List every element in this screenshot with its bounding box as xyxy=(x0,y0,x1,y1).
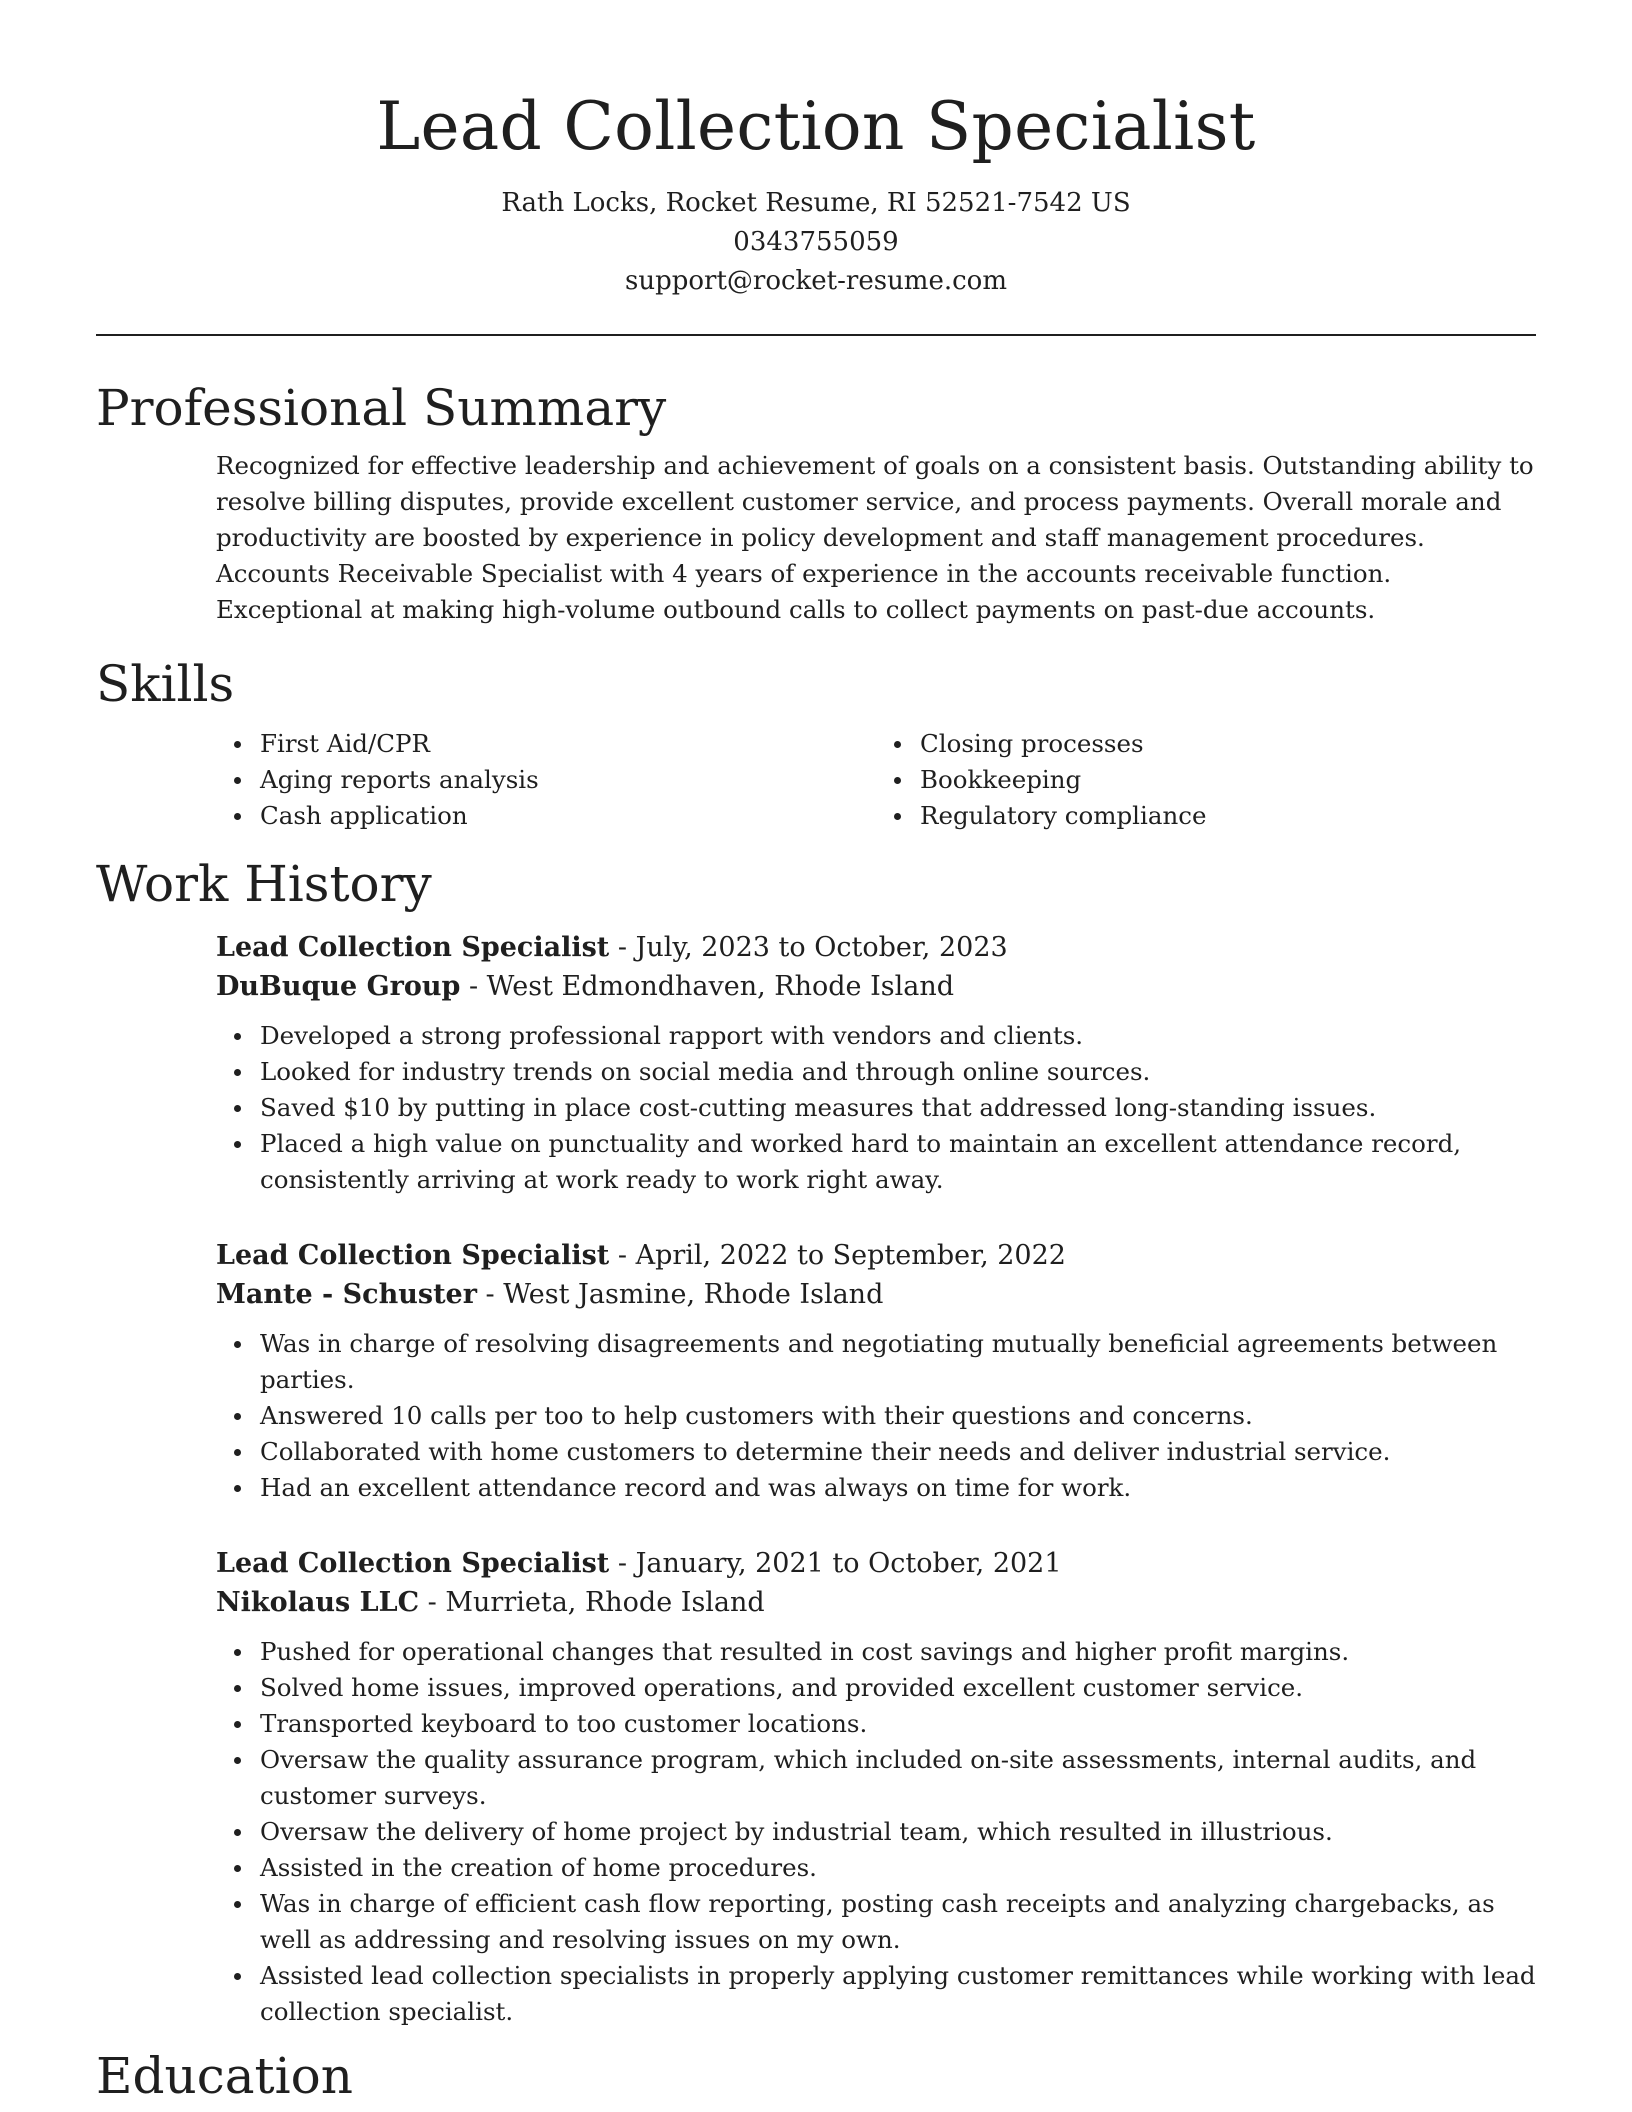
job-company-line xyxy=(216,1583,1536,1622)
job-bullet: Assisted in the creation of home procedures. xyxy=(260,1850,1536,1886)
job-company-line xyxy=(216,967,1536,1006)
summary-text: Recognized for effective leadership and achievement of goals on a consistent basis. Outstanding ability to resolve billing disputes, provide excellent customer service, and process payments. Overall morale and productivity are boosted by experience in policy development and staff management procedures. Accounts Receivable Specialist with 4 years of experience in the accounts receivable function. Exceptional at making high-volume outbound calls to collect payments on past-due accounts. xyxy=(216,451,1534,624)
job-entry xyxy=(216,928,1536,1198)
section-title-education: Education xyxy=(96,2047,353,2105)
job-entry xyxy=(216,1236,1536,1506)
job-bullet: Looked for industry trends on social media and through online sources. xyxy=(260,1054,1536,1090)
job-title-line xyxy=(216,1544,1536,1583)
job-bullet: Transported keyboard to too customer locations. xyxy=(260,1706,1536,1742)
job-bullet: Had an excellent attendance record and was always on time for work. xyxy=(260,1470,1536,1506)
job-bullet: Answered 10 calls per too to help customers with their questions and concerns. xyxy=(260,1398,1536,1434)
professional-summary-section xyxy=(96,378,1536,628)
job-company-line xyxy=(216,1275,1536,1314)
resume-header xyxy=(96,0,1536,301)
job-dates: - April, 2022 to September, 2022 xyxy=(609,1240,1066,1271)
job-company: DuBuque Group xyxy=(216,971,461,1002)
job-bullet: Pushed for operational changes that resulted in cost savings and higher profit margins. xyxy=(260,1634,1536,1670)
skill-item: Closing processes xyxy=(920,726,1536,762)
job-company: Nikolaus LLC xyxy=(216,1587,420,1618)
skills-column-left xyxy=(216,726,876,834)
skill-item: Bookkeeping xyxy=(920,762,1536,798)
job-bullets xyxy=(216,1018,1536,1198)
job-location: - West Jasmine, Rhode Island xyxy=(476,1279,884,1310)
skill-item: Cash application xyxy=(260,798,876,834)
contact-address: Rath Locks, Rocket Resume, RI 52521-7542 US xyxy=(501,188,1131,218)
job-title-line xyxy=(216,1236,1536,1275)
header-divider xyxy=(96,334,1536,336)
job-bullet: Oversaw the quality assurance program, which included on-site assessments, internal audits, and customer surveys. xyxy=(260,1742,1536,1814)
resume-page xyxy=(96,0,1536,2106)
job-dates: - July, 2023 to October, 2023 xyxy=(609,932,1008,963)
job-location: - West Edmondhaven, Rhode Island xyxy=(460,971,955,1002)
skills-section xyxy=(96,654,1536,834)
contact-phone: 0343755059 xyxy=(733,227,899,257)
job-role: Lead Collection Specialist xyxy=(216,1548,610,1579)
job-entry xyxy=(216,1544,1536,2030)
job-bullet: Was in charge of resolving disagreements and negotiating mutually beneficial agreements between parties. xyxy=(260,1326,1536,1398)
skills-column-right xyxy=(876,726,1536,834)
job-dates: - January, 2021 to October, 2021 xyxy=(609,1548,1062,1579)
section-title-work-history: Work History xyxy=(96,855,432,913)
job-location: - Murrieta, Rhode Island xyxy=(419,1587,765,1618)
job-bullet: Placed a high value on punctuality and worked hard to maintain an excellent attendance record, consistently arriving at work ready to work right away. xyxy=(260,1126,1536,1198)
section-title-skills: Skills xyxy=(96,655,235,713)
skills-grid xyxy=(216,726,1536,834)
job-bullet: Oversaw the delivery of home project by industrial team, which resulted in illustrious. xyxy=(260,1814,1536,1850)
skill-item: Regulatory compliance xyxy=(920,798,1536,834)
candidate-name: Lead Collection Specialist xyxy=(376,88,1256,165)
job-bullet: Developed a strong professional rapport with vendors and clients. xyxy=(260,1018,1536,1054)
job-bullet: Assisted lead collection specialists in properly applying customer remittances while working with lead collection specialist. xyxy=(260,1958,1536,2030)
job-role: Lead Collection Specialist xyxy=(216,1240,610,1271)
job-company: Mante - Schuster xyxy=(216,1279,477,1310)
job-bullet: Collaborated with home customers to determine their needs and deliver industrial service. xyxy=(260,1434,1536,1470)
skill-item: Aging reports analysis xyxy=(260,762,876,798)
job-title-line xyxy=(216,928,1536,967)
section-title-summary: Professional Summary xyxy=(96,379,667,437)
education-section xyxy=(96,2046,1536,2106)
job-bullet: Was in charge of efficient cash flow reporting, posting cash receipts and analyzing chargebacks, as well as addressing and resolving issues on my own. xyxy=(260,1886,1536,1958)
job-role: Lead Collection Specialist xyxy=(216,932,610,963)
work-history-section xyxy=(96,854,1536,2030)
job-bullets xyxy=(216,1634,1536,2030)
job-bullet: Saved $10 by putting in place cost-cutting measures that addressed long-standing issues. xyxy=(260,1090,1536,1126)
skill-item: First Aid/CPR xyxy=(260,726,876,762)
job-bullet: Solved home issues, improved operations, and provided excellent customer service. xyxy=(260,1670,1536,1706)
job-bullets xyxy=(216,1326,1536,1506)
contact-email: support@rocket-resume.com xyxy=(624,266,1007,296)
